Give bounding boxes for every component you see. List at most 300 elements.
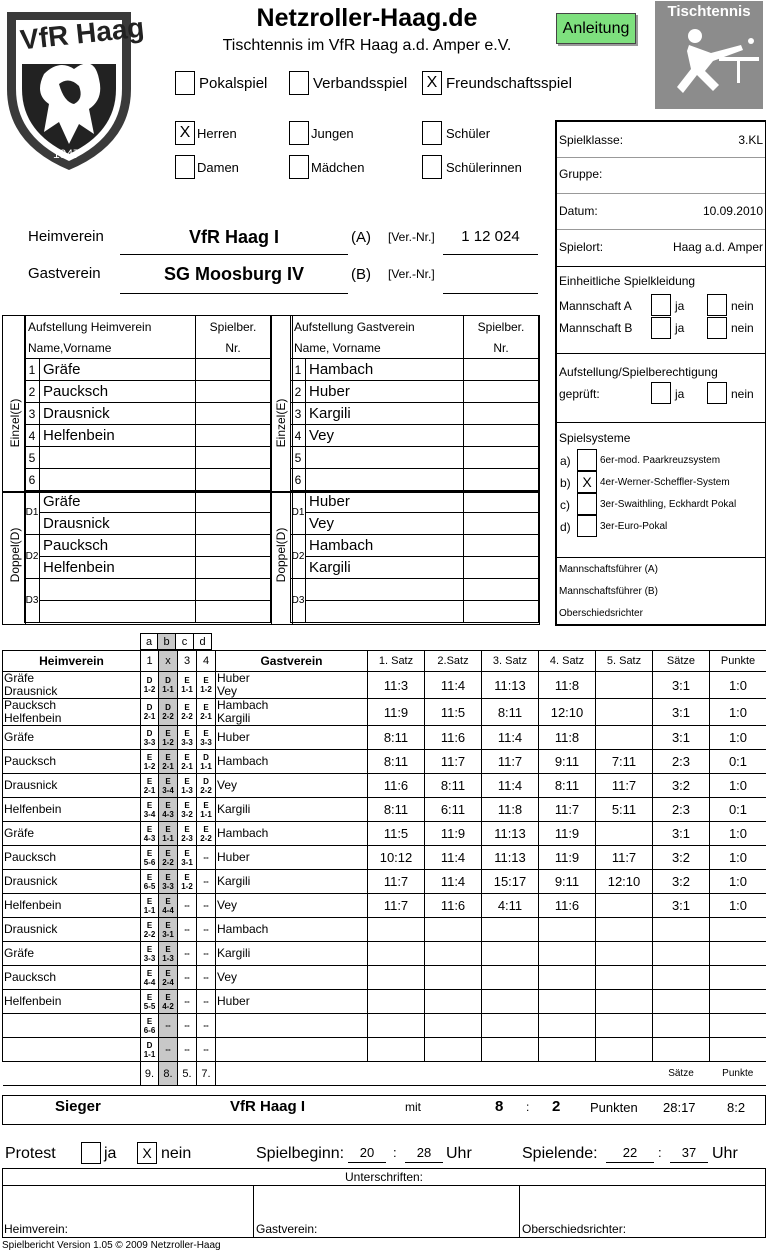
game-saetze: 3:1 [653,894,710,918]
set-score[interactable]: 11:9 [539,822,596,846]
damen-label: Damen [197,160,239,175]
pairing-code [197,966,216,990]
set-score[interactable] [596,726,653,750]
game-heim-players[interactable] [3,672,141,699]
schuelerinnen-checkbox[interactable] [422,155,442,179]
pairing-players: 1-2 [162,737,174,747]
game-heim-players[interactable] [3,846,141,870]
set-score[interactable]: 11:6 [425,726,482,750]
spielort-value[interactable]: Haag a.d. Amper [672,240,763,254]
set-score[interactable]: 11:7 [368,870,425,894]
spielber-nr[interactable] [464,513,539,535]
geprueft-nein-checkbox[interactable] [707,382,727,404]
set-score[interactable]: 11:8 [539,672,596,699]
set-score[interactable]: 11:4 [482,726,539,750]
pairing-players: -- [184,997,190,1006]
set-score[interactable] [596,966,653,990]
gast-player-name[interactable] [306,447,464,469]
game-punkte [710,1014,766,1038]
game-gast-player: Vey [217,970,238,984]
gast-double-row [291,535,539,557]
jungen-checkbox[interactable] [289,121,309,145]
game-heim-player: Paucksch [4,754,57,768]
set-score[interactable]: 12:10 [539,699,596,726]
game-heim-players[interactable] [3,798,141,822]
set-score[interactable]: 11:7 [539,798,596,822]
score-sep: : [526,1100,530,1114]
game-gast-players[interactable] [216,990,368,1014]
game-gast-players[interactable] [216,966,368,990]
spielende-hour[interactable]: 22 [622,1145,638,1160]
set-score[interactable] [596,918,653,942]
set-score[interactable]: 11:6 [539,894,596,918]
system-d-checkbox[interactable] [577,515,597,537]
spielber-nr[interactable] [464,425,539,447]
pairing-code [159,774,178,798]
set-score[interactable]: 11:4 [425,846,482,870]
game-row [3,918,766,942]
pairing-players: 3-3 [181,737,193,747]
row-number: 2 [291,381,306,403]
pairing-code [197,726,216,750]
game-heim-players[interactable] [3,990,141,1014]
pairing-code [178,966,197,990]
spielber-nr[interactable] [196,513,271,535]
spielber-nr[interactable] [464,535,539,557]
heim-ver-nr[interactable]: 1 12 024 [461,228,520,245]
einzel-label: Einzel(E) [274,398,288,448]
gast-double-player[interactable]: Huber [306,491,464,513]
heim-lineup-header: Aufstellung Heimverein [25,316,196,338]
gast-player-name[interactable]: Kargili [306,403,464,425]
satz3-header: 3. Satz [482,651,539,672]
nein-label: nein [731,321,754,335]
heim-player-name[interactable]: Paucksch [40,381,196,403]
pairing-type: E [203,824,209,834]
pairing-type: E [165,776,171,786]
set-score[interactable] [482,990,539,1014]
game-gast-players[interactable] [216,798,368,822]
row-number: 4 [25,425,40,447]
pairing-code [178,774,197,798]
set-score[interactable]: 11:4 [425,870,482,894]
set-score[interactable]: 11:7 [482,750,539,774]
spielber-nr[interactable] [464,381,539,403]
heim-player-row [25,359,271,381]
footer-saetze-label: Sätze [653,1062,710,1086]
verbandsspiel-checkbox[interactable] [289,71,309,95]
game-punkte: 1:0 [710,894,766,918]
col-letter: c [176,634,194,650]
set-score[interactable]: 4:11 [482,894,539,918]
set-score[interactable] [596,822,653,846]
schueler-checkbox[interactable] [422,121,442,145]
heim-player-name[interactable]: Gräfe [40,359,196,381]
set-score[interactable]: 11:13 [482,822,539,846]
set-score[interactable]: 11:7 [596,774,653,798]
row-number: 5 [25,447,40,469]
spielber-nr[interactable] [196,579,271,601]
set-score[interactable] [482,942,539,966]
game-heim-players[interactable] [3,726,141,750]
gast-double-player[interactable] [306,579,464,601]
system-b-checkbox[interactable]: X [577,471,597,493]
spielklasse-value[interactable]: 3.KL [738,133,763,147]
pairing-code [178,750,197,774]
game-heim-player: Drausnick [4,778,58,792]
game-saetze [653,1014,710,1038]
set-score[interactable]: 11:8 [482,798,539,822]
spielber-nr[interactable] [196,403,271,425]
game-saetze: 3:2 [653,870,710,894]
set-score[interactable]: 11:13 [482,672,539,699]
set-score[interactable]: 8:11 [539,774,596,798]
set-score[interactable]: 11:9 [425,822,482,846]
set-score[interactable] [425,942,482,966]
game-gast-player: Kargili [217,711,251,725]
spielber-nr[interactable] [464,491,539,513]
spielber-nr[interactable] [196,359,271,381]
heim-double-player[interactable]: Helfenbein [40,557,196,579]
set-score[interactable]: 11:9 [539,846,596,870]
game-heim-players[interactable] [3,894,141,918]
set-score[interactable]: 6:11 [425,798,482,822]
set-score[interactable] [596,1038,653,1062]
set-score[interactable] [596,990,653,1014]
pairing-players: 1-2 [200,685,212,694]
datum-value[interactable]: 10.09.2010 [702,204,763,218]
game-heim-players[interactable] [3,1038,141,1062]
system-a-key: a) [560,454,571,468]
spielber-nr[interactable] [196,447,271,469]
set-score[interactable]: 9:11 [539,870,596,894]
set-score[interactable]: 11:6 [368,774,425,798]
game-gast-players[interactable] [216,726,368,750]
pairing-players: 3-4 [143,809,156,819]
set-score[interactable] [425,966,482,990]
game-gast-players[interactable] [216,1014,368,1038]
uhr-label: Uhr [712,1145,738,1162]
gast-double-player[interactable]: Kargili [306,557,464,579]
heim-double-player[interactable] [40,579,196,601]
pairing-players: 2-3 [181,833,193,843]
set-score[interactable]: 11:7 [596,846,653,870]
spielber-nr[interactable] [464,601,539,623]
set-score[interactable] [596,699,653,726]
spielbeginn-hour[interactable]: 20 [359,1145,375,1160]
spielbeginn-minute[interactable]: 28 [416,1145,432,1160]
spielende-minute[interactable]: 37 [681,1145,697,1160]
game-gast-players[interactable] [216,699,368,726]
game-gast-player: Huber [217,730,250,744]
pairing-players: -- [165,1021,171,1030]
system-d-key: d) [560,520,571,534]
game-saetze: 3:2 [653,846,710,870]
pairing-type: D [165,703,171,712]
footer-punkte-label: Punkte [710,1062,766,1086]
game-punkte: 1:0 [710,672,766,699]
pairing-players: 2-2 [181,712,193,721]
set-score[interactable] [482,966,539,990]
set-score[interactable] [368,918,425,942]
set-score[interactable]: 11:5 [425,699,482,726]
kleidung-a-ja-checkbox[interactable] [651,294,671,316]
pairing-players: 2-2 [200,833,212,843]
freundschaftsspiel-checkbox[interactable]: X [422,71,442,95]
pairing-type: D [165,676,171,685]
pairing-code [159,918,178,942]
heim-double-player[interactable]: Drausnick [40,513,196,535]
system-c-checkbox[interactable] [577,493,597,515]
sieger-name[interactable]: VfR Haag I [230,1098,306,1115]
gast-player-name[interactable]: Vey [306,425,464,447]
set-score[interactable]: 11:9 [368,699,425,726]
pairing-code [178,1014,197,1038]
heim-double-row [25,601,271,623]
pairing-players: -- [184,949,190,958]
maedchen-checkbox[interactable] [289,155,309,179]
heim-double-row [25,535,271,557]
set-score[interactable]: 10:12 [368,846,425,870]
gast-player-row [291,469,539,491]
spielort-label: Spielort: [559,240,604,254]
game-gast-players[interactable] [216,750,368,774]
spielber-nr[interactable] [196,535,271,557]
game-gast-player: Vey [217,898,238,912]
damen-checkbox[interactable] [175,155,195,179]
set-score[interactable] [425,918,482,942]
anleitung-button[interactable] [556,13,636,44]
spielber-nr[interactable] [464,403,539,425]
set-score[interactable] [596,1014,653,1038]
pairing-players: -- [184,1021,190,1030]
set-score[interactable]: 11:3 [368,672,425,699]
game-gast-players[interactable] [216,672,368,699]
pingpong-player-icon [655,1,763,109]
game-gast-players[interactable] [216,894,368,918]
heim-double-player[interactable] [40,601,196,623]
pairing-code [178,699,197,726]
spielber-nr[interactable] [464,469,539,491]
pairing-type: E [165,872,171,882]
spielber-nr[interactable] [464,579,539,601]
set-score[interactable] [368,1038,425,1062]
set-score[interactable] [482,1038,539,1062]
kleidung-b-nein-checkbox[interactable] [707,317,727,339]
heim-player-name[interactable]: Drausnick [40,403,196,425]
game-heim-players[interactable] [3,1014,141,1038]
geprueft-ja-checkbox[interactable] [651,382,671,404]
protest-nein-checkbox[interactable]: X [137,1142,157,1164]
pairing-code [178,798,197,822]
double-number: D2 [25,535,40,579]
info-panel [555,120,766,626]
set-score[interactable]: 11:13 [482,846,539,870]
set-score[interactable] [425,1014,482,1038]
score-a[interactable]: 8 [495,1098,504,1115]
herren-label: Herren [197,126,237,141]
pairing-code [178,870,197,894]
set-score[interactable] [539,918,596,942]
set-score[interactable] [539,942,596,966]
gastverein-label: Gastverein [28,265,101,282]
game-gast-players[interactable] [216,942,368,966]
game-gast-players[interactable] [216,822,368,846]
result-row [2,1095,766,1125]
heim-player-name[interactable] [40,469,196,491]
row-number: 1 [25,359,40,381]
kleidung-b-ja-checkbox[interactable] [651,317,671,339]
heim-player-name[interactable] [40,447,196,469]
system-a-checkbox[interactable] [577,449,597,471]
signature-section [2,1168,766,1238]
game-row [3,990,766,1014]
set-score[interactable] [425,1038,482,1062]
freundschaftsspiel-label: Freundschaftsspiel [446,75,572,92]
gastverein-name[interactable]: SG Moosburg IV [163,264,304,284]
nr-header: Nr. [196,337,271,359]
set-score[interactable] [539,1014,596,1038]
game-heim-player: Helfenbein [4,802,62,816]
game-gast-players[interactable] [216,870,368,894]
set-score[interactable] [539,966,596,990]
col-total: 9. [141,1062,159,1086]
pairing-type: E [165,920,171,930]
heim-player-name[interactable]: Helfenbein [40,425,196,447]
gast-player-name[interactable]: Huber [306,381,464,403]
spielber-nr[interactable] [196,469,271,491]
game-heim-players[interactable] [3,750,141,774]
set-score[interactable]: 12:10 [596,870,653,894]
set-score[interactable]: 8:11 [368,798,425,822]
spielber-nr[interactable] [196,425,271,447]
spielber-nr[interactable] [464,557,539,579]
set-score[interactable]: 8:11 [368,750,425,774]
set-score[interactable]: 11:6 [425,894,482,918]
set-score[interactable] [539,990,596,1014]
pairing-code [159,870,178,894]
set-score[interactable]: 11:5 [368,822,425,846]
pairing-players: 1-1 [143,905,156,915]
game-heim-players[interactable] [3,822,141,846]
pairing-code [197,918,216,942]
gast-player-name[interactable] [306,469,464,491]
set-score[interactable] [368,942,425,966]
gast-double-player[interactable]: Vey [306,513,464,535]
game-saetze: 3:2 [653,774,710,798]
pairing-code [197,1038,216,1062]
doppel-label: Doppel(D) [8,527,22,583]
set-score[interactable]: 15:17 [482,870,539,894]
game-gast-players[interactable] [216,1038,368,1062]
punkte-header: Punkte [710,651,766,672]
pairing-players: 6-6 [143,1025,156,1035]
gast-double-player[interactable] [306,601,464,623]
game-heim-players[interactable] [3,942,141,966]
game-heim-players[interactable] [3,870,141,894]
spielber-nr[interactable] [196,557,271,579]
unterschriften-title: Unterschriften: [344,1170,424,1184]
set-score[interactable] [539,1038,596,1062]
pairing-players: 1-3 [181,785,193,795]
spielber-nr[interactable] [464,359,539,381]
set-score[interactable] [368,1014,425,1038]
pairing-players: -- [184,973,190,982]
pairing-players: 1-1 [200,761,212,771]
set-score[interactable]: 5:11 [596,798,653,822]
set-score[interactable]: 11:7 [368,894,425,918]
set-score[interactable] [425,990,482,1014]
game-punkte: 1:0 [710,870,766,894]
spielber-nr[interactable] [196,601,271,623]
set-score[interactable] [596,672,653,699]
game-gast-players[interactable] [216,846,368,870]
game-gast-player: Kargili [217,946,251,960]
set-score[interactable] [368,990,425,1014]
game-gast-player: Hambach [217,754,269,768]
gast-double-player[interactable]: Hambach [306,535,464,557]
set-score[interactable]: 9:11 [539,750,596,774]
set-score[interactable]: 8:11 [368,726,425,750]
set-score[interactable] [482,1014,539,1038]
pairing-code [178,672,197,699]
pairing-type: E [146,752,153,762]
spielber-nr[interactable] [196,381,271,403]
heimverein-name[interactable]: VfR Haag I [188,227,280,247]
set-score[interactable]: 8:11 [425,774,482,798]
score-b[interactable]: 2 [552,1098,561,1115]
spielber-nr[interactable] [464,447,539,469]
game-saetze [653,990,710,1014]
game-gast-players[interactable] [216,774,368,798]
set-score[interactable]: 7:11 [596,750,653,774]
pairing-players: 2-2 [143,929,156,939]
set-score[interactable]: 11:4 [425,672,482,699]
gast-player-name[interactable]: Hambach [306,359,464,381]
game-heim-players[interactable] [3,966,141,990]
heim-double-player[interactable]: Gräfe [40,491,196,513]
game-heim-players[interactable] [3,699,141,726]
set-score[interactable]: 11:4 [482,774,539,798]
kleidung-a-nein-checkbox[interactable] [707,294,727,316]
pairing-code [178,918,197,942]
game-gast-players[interactable] [216,918,368,942]
col-number: 3 [178,651,197,672]
set-score[interactable] [368,966,425,990]
game-heim-players[interactable] [3,918,141,942]
set-score[interactable] [596,894,653,918]
sieger-label: Sieger [55,1098,101,1115]
pokalspiel-checkbox[interactable] [175,71,195,95]
pairing-code [141,846,159,870]
set-score[interactable] [596,942,653,966]
game-heim-players[interactable] [3,774,141,798]
pairing-code [178,894,197,918]
set-score[interactable]: 8:11 [482,699,539,726]
heim-double-player[interactable]: Paucksch [40,535,196,557]
spielber-nr[interactable] [196,491,271,513]
set-score[interactable] [482,918,539,942]
ja-label: ja [675,387,685,401]
game-heim-player: Paucksch [4,850,57,864]
protest-ja-checkbox[interactable] [81,1142,101,1164]
pairing-code [197,699,216,726]
set-score[interactable]: 11:7 [425,750,482,774]
herren-checkbox[interactable]: X [175,121,195,145]
pairing-code [141,1038,159,1062]
set-score[interactable]: 11:8 [539,726,596,750]
game-row [3,822,766,846]
